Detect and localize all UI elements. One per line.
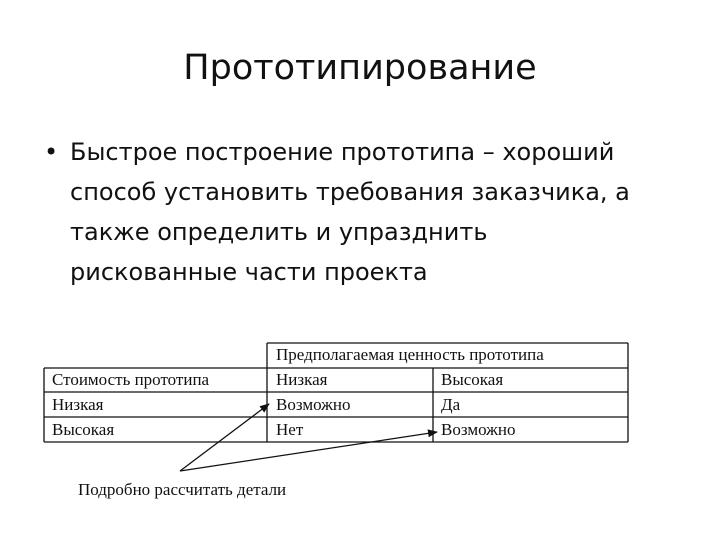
table-row-label: Высокая — [52, 420, 115, 439]
table-column-header: Низкая — [276, 370, 328, 389]
table-column-header: Высокая — [441, 370, 504, 389]
bullet-line: рискованные части проекта — [70, 258, 428, 286]
table-super-header: Предполагаемая ценность прототипа — [276, 345, 544, 364]
table-cell: Возможно — [276, 395, 351, 414]
arrow-to-high-cost-high-value — [180, 432, 437, 471]
table-cell: Возможно — [441, 420, 516, 439]
bullet-line: также определить и упразднить — [70, 218, 488, 246]
table-cell: Да — [441, 395, 461, 414]
annotation-note: Подробно рассчитать детали — [78, 480, 287, 499]
bullet-line: Быстрое построение прототипа – хороший — [70, 138, 615, 166]
table-row-label: Низкая — [52, 395, 104, 414]
bullet-line: способ установить требования заказчика, а — [70, 178, 630, 206]
slide-title: Прототипирование — [183, 48, 537, 88]
bullet-marker: • — [44, 138, 59, 166]
table-row-header-label: Стоимость прототипа — [52, 370, 210, 389]
table-cell: Нет — [276, 420, 304, 439]
arrow-to-low-cost-low-value — [180, 404, 269, 471]
